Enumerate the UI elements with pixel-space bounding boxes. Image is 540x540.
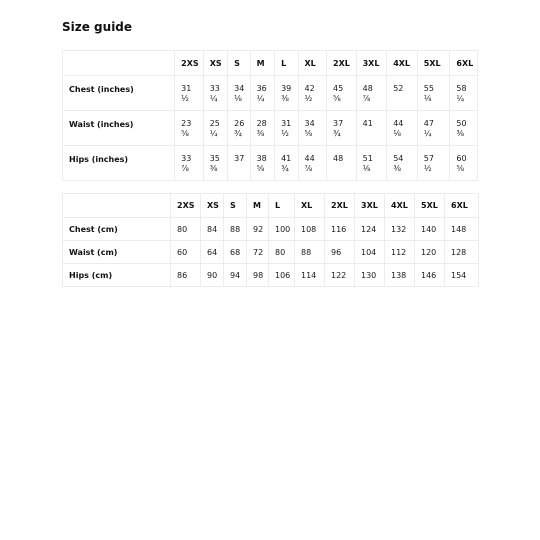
table-cell: 86: [171, 264, 201, 287]
table-cell: 124: [355, 218, 385, 241]
table-cell: 34 ⅝: [298, 111, 327, 146]
table-row: [63, 264, 479, 287]
table-cell: 68: [224, 241, 247, 264]
size-header: 5XL: [415, 194, 445, 218]
table-cell: 44 ⅛: [387, 111, 418, 146]
table-cell: 80: [171, 218, 201, 241]
table-cell: 58 ¼: [450, 76, 478, 111]
table-cell: 38 ⅝: [250, 146, 274, 181]
row-label: Waist (cm): [63, 241, 171, 264]
table-cell: 39 ⅜: [275, 76, 298, 111]
table-cell: 64: [201, 241, 224, 264]
table-cell: 48: [327, 146, 357, 181]
table-cell: 33 ⅞: [175, 146, 204, 181]
size-header: 4XL: [387, 51, 418, 76]
table-cell: 100: [269, 218, 295, 241]
size-header: 3XL: [356, 51, 387, 76]
table-cell: 88: [295, 241, 325, 264]
size-table-cm: [62, 193, 479, 287]
table-cell: 45 ⅝: [327, 76, 357, 111]
table-cell: 52: [387, 76, 418, 111]
table-cell: 106: [269, 264, 295, 287]
table-cell: 114: [295, 264, 325, 287]
row-label: Hips (cm): [63, 264, 171, 287]
table-cell: 148: [445, 218, 479, 241]
table-cell: 132: [385, 218, 415, 241]
table-cell: 84: [201, 218, 224, 241]
table-cell: 146: [415, 264, 445, 287]
header-corner: [63, 51, 175, 76]
table-cell: 112: [385, 241, 415, 264]
size-header: L: [275, 51, 298, 76]
table-row: [63, 218, 479, 241]
table-cell: 28 ⅜: [250, 111, 274, 146]
table-cell: 55 ⅛: [417, 76, 450, 111]
row-label: Chest (inches): [63, 76, 175, 111]
table-cell: 41 ¾: [275, 146, 298, 181]
table-cell: 90: [201, 264, 224, 287]
table-cell: 25 ¼: [203, 111, 227, 146]
table-cell: 116: [325, 218, 355, 241]
page-title: Size guide: [62, 20, 133, 34]
size-header: 4XL: [385, 194, 415, 218]
size-header-row: [63, 51, 478, 76]
table-cell: 33 ¼: [203, 76, 227, 111]
table-cell: 35 ⅜: [203, 146, 227, 181]
table-cell: 128: [445, 241, 479, 264]
size-header: 2XL: [325, 194, 355, 218]
size-header: XS: [201, 194, 224, 218]
table-cell: 60 ⅝: [450, 146, 478, 181]
table-cell: 104: [355, 241, 385, 264]
table-cell: 94: [224, 264, 247, 287]
table-cell: 31 ½: [275, 111, 298, 146]
size-header: 3XL: [355, 194, 385, 218]
table-cell: 122: [325, 264, 355, 287]
table-cell: 92: [247, 218, 269, 241]
table-cell: 31 ½: [175, 76, 204, 111]
size-header: XL: [298, 51, 327, 76]
table-cell: 96: [325, 241, 355, 264]
table-row: [63, 241, 479, 264]
table-cell: 72: [247, 241, 269, 264]
size-header: XS: [203, 51, 227, 76]
size-header: M: [250, 51, 274, 76]
row-label: Waist (inches): [63, 111, 175, 146]
size-header: 2XS: [175, 51, 204, 76]
table-cell: 48 ⅞: [356, 76, 387, 111]
table-row: [63, 146, 478, 181]
table-cell: 140: [415, 218, 445, 241]
size-header: 2XL: [327, 51, 357, 76]
table-cell: 36 ¼: [250, 76, 274, 111]
size-header: S: [224, 194, 247, 218]
size-header: 6XL: [445, 194, 479, 218]
table-cell: 37 ¾: [327, 111, 357, 146]
size-header: XL: [295, 194, 325, 218]
table-cell: 98: [247, 264, 269, 287]
table-cell: 37: [228, 146, 250, 181]
size-header: 5XL: [417, 51, 450, 76]
table-cell: 34 ⅛: [228, 76, 250, 111]
table-cell: 47 ¼: [417, 111, 450, 146]
size-header: 6XL: [450, 51, 478, 76]
size-header: 2XS: [171, 194, 201, 218]
table-cell: 80: [269, 241, 295, 264]
table-cell: 138: [385, 264, 415, 287]
table-cell: 42 ½: [298, 76, 327, 111]
row-label: Chest (cm): [63, 218, 171, 241]
row-label: Hips (inches): [63, 146, 175, 181]
table-cell: 108: [295, 218, 325, 241]
table-cell: 50 ⅜: [450, 111, 478, 146]
table-cell: 51 ⅛: [356, 146, 387, 181]
size-header: L: [269, 194, 295, 218]
table-cell: 57 ½: [417, 146, 450, 181]
size-table-inches: [62, 50, 478, 181]
table-cell: 120: [415, 241, 445, 264]
table-cell: 26 ¾: [228, 111, 250, 146]
size-header-row: [63, 194, 479, 218]
table-cell: 60: [171, 241, 201, 264]
table-cell: 23 ⅝: [175, 111, 204, 146]
table-cell: 44 ⅞: [298, 146, 327, 181]
table-cell: 41: [356, 111, 387, 146]
size-header: S: [228, 51, 250, 76]
header-corner: [63, 194, 171, 218]
table-cell: 88: [224, 218, 247, 241]
size-header: M: [247, 194, 269, 218]
table-cell: 54 ⅜: [387, 146, 418, 181]
table-row: [63, 76, 478, 111]
table-cell: 130: [355, 264, 385, 287]
table-cell: 154: [445, 264, 479, 287]
table-row: [63, 111, 478, 146]
